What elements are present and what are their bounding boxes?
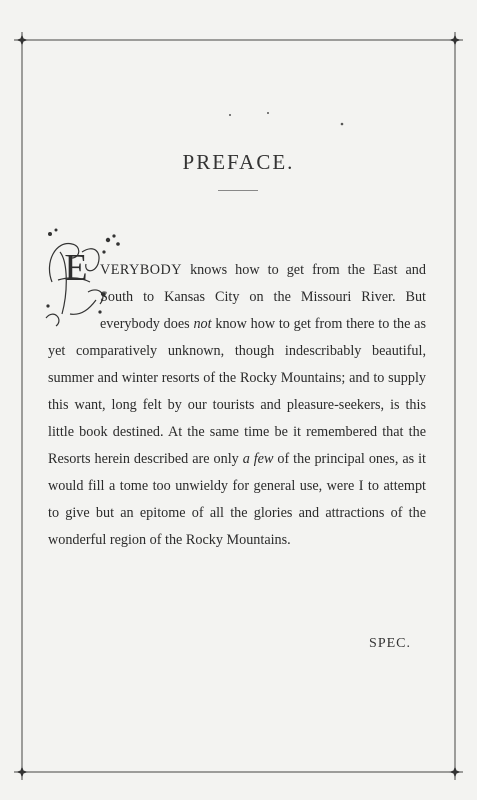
lead-smallcaps: VERYBODY: [100, 262, 183, 278]
initial-letter: E: [64, 247, 88, 289]
emphasis-a-few: a few: [242, 451, 274, 467]
text-part-2: know how to get from there to the as yet comparatively unknown, though indescribably beautiful, summer and winter resorts of the Rocky Mountains; and to supply this want, long felt by our tourists and pleasure-seekers, is this little book destined. At the same time be it remembered that the Resorts herein described are only: [48, 316, 426, 467]
signature: SPEC.: [369, 636, 411, 651]
preface-heading: PREFACE.: [182, 150, 295, 174]
text-part-3: of the principal ones, as it would fill a tome too unwieldy for general use, were I to attempt to give but an epitome of all the glories and attractions of the wonderful region of the Rocky Mountains.: [48, 451, 426, 548]
text-part-1: knows how to get from the East and South to Kansas City on the Missouri River. But everybody does: [100, 262, 426, 332]
preface-paragraph: [48, 257, 426, 554]
heading-rule: [218, 190, 258, 191]
emphasis-not: not: [193, 316, 212, 332]
